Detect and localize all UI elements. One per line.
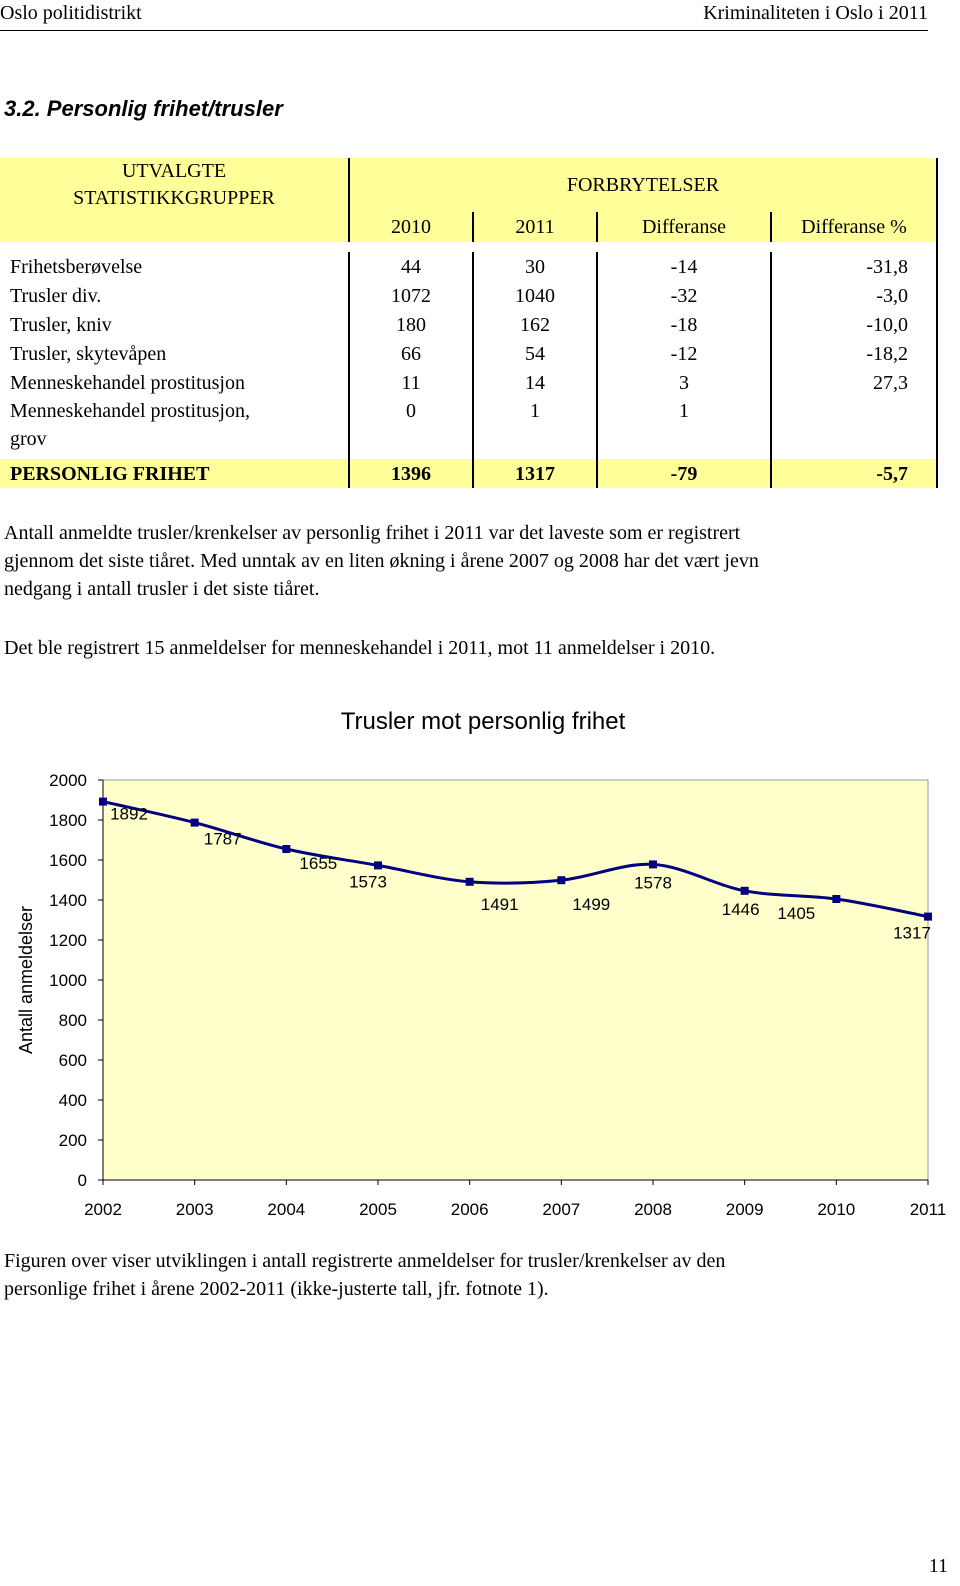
x-tick-label: 2006 xyxy=(450,1200,489,1219)
y-axis-label: Antall anmeldelser xyxy=(16,905,36,1055)
caption-line-1: Figuren over viser utviklingen i antall registrerte anmeldelser for trusler/krenkelser av den xyxy=(4,1250,726,1272)
cell-2011: 54 xyxy=(473,339,597,368)
data-point xyxy=(557,876,565,884)
row-label: Trusler div. xyxy=(0,281,349,310)
groups-header-line1: UTVALGTE xyxy=(121,160,227,182)
cell-2011: 30 xyxy=(473,252,597,281)
page-header xyxy=(0,0,928,31)
cell-2011: 1040 xyxy=(473,281,597,310)
paragraph-1-line-3: nedgang i antall trusler i det siste tiåret. xyxy=(4,578,320,600)
data-point xyxy=(832,895,840,903)
paragraph-1-line-1: Antall anmeldte trusler/krenkelser av personlig frihet i 2011 var det laveste som er registrert xyxy=(4,522,741,544)
data-label: 1573 xyxy=(349,872,387,892)
header-spacer xyxy=(0,212,349,242)
y-tick-label: 1200 xyxy=(49,931,87,950)
total-diff: -79 xyxy=(597,459,771,488)
row-label: Menneskehandel prostitusjon xyxy=(0,368,349,397)
cell-diff: -32 xyxy=(597,281,771,310)
y-tick-label: 1000 xyxy=(49,971,87,990)
total-2011: 1317 xyxy=(473,459,597,488)
caption-line-2: personlige frihet i årene 2002-2011 (ikke-justerte tall, jfr. fotnote 1). xyxy=(4,1278,549,1300)
cell-diff: 3 xyxy=(597,368,771,397)
table-row xyxy=(0,339,937,368)
data-point xyxy=(741,887,749,895)
cell-2011: 1 xyxy=(473,397,597,459)
row-label: Trusler, skytevåpen xyxy=(0,339,349,368)
col-2010: 2010 xyxy=(349,212,473,242)
col-differanse: Differanse xyxy=(597,212,771,242)
row-label-line2: grov xyxy=(10,428,47,450)
cell-pct: -31,8 xyxy=(771,252,937,281)
y-tick-label: 400 xyxy=(58,1091,87,1110)
cell-pct xyxy=(771,397,937,459)
cell-2010: 180 xyxy=(349,310,473,339)
data-label: 1892 xyxy=(110,804,148,824)
cell-diff: -18 xyxy=(597,310,771,339)
data-point xyxy=(191,819,199,827)
data-point xyxy=(99,798,107,806)
x-tick-label: 2009 xyxy=(725,1200,764,1219)
row-label xyxy=(0,397,349,459)
data-label: 1787 xyxy=(203,829,242,849)
header-district: Oslo politidistrikt xyxy=(0,2,142,24)
data-label: 1317 xyxy=(893,923,931,943)
data-point xyxy=(374,861,382,869)
total-label: PERSONLIG FRIHET xyxy=(0,459,349,488)
x-tick-label: 2005 xyxy=(359,1200,397,1219)
data-label: 1578 xyxy=(634,873,672,893)
chart-title: Trusler mot personlig frihet xyxy=(340,708,626,735)
y-tick-label: 2000 xyxy=(49,771,87,790)
cell-2010: 1072 xyxy=(349,281,473,310)
data-label: 1446 xyxy=(721,899,760,919)
data-point xyxy=(924,913,932,921)
data-point xyxy=(649,860,657,868)
cell-2010: 44 xyxy=(349,252,473,281)
cell-2010: 11 xyxy=(349,368,473,397)
data-label: 1655 xyxy=(299,854,338,873)
table-total-row xyxy=(0,459,937,488)
x-tick-label: 2007 xyxy=(542,1200,581,1219)
statistics-table xyxy=(0,158,938,488)
col-differanse-pct: Differanse % xyxy=(771,212,937,242)
row-label-line1: Menneskehandel prostitusjon, xyxy=(10,400,250,422)
cell-2010: 66 xyxy=(349,339,473,368)
y-tick-label: 1400 xyxy=(49,891,87,910)
cell-diff: -12 xyxy=(597,339,771,368)
table-row xyxy=(0,281,937,310)
cell-diff: 1 xyxy=(597,397,771,459)
page-number: 11 xyxy=(928,1555,948,1577)
col-2011: 2011 xyxy=(473,212,597,242)
x-tick-label: 2003 xyxy=(175,1200,214,1219)
section-title: 3.2. Personlig frihet/trusler xyxy=(4,96,283,121)
chart-axes xyxy=(49,771,946,1219)
cell-diff: -14 xyxy=(597,252,771,281)
y-tick-label: 600 xyxy=(58,1051,87,1070)
groups-header-line2: STATISTIKKGRUPPER xyxy=(73,187,275,209)
total-2010: 1396 xyxy=(349,459,473,488)
paragraph-1-line-2: gjennom det siste tiåret. Med unntak av en liten økning i årene 2007 og 2008 har det vært jevn xyxy=(4,550,759,572)
y-tick-label: 800 xyxy=(58,1011,87,1030)
paragraph-2: Det ble registrert 15 anmeldelser for menneskehandel i 2011, mot 11 anmeldelser i 2010. xyxy=(4,637,716,659)
forbrytelser-header: FORBRYTELSER xyxy=(349,158,937,212)
cell-2011: 162 xyxy=(473,310,597,339)
cell-2011: 14 xyxy=(473,368,597,397)
data-point xyxy=(282,845,290,853)
x-tick-label: 2002 xyxy=(84,1200,122,1219)
line-chart xyxy=(0,760,960,1230)
data-label: 1499 xyxy=(572,895,611,915)
row-label: Frihetsberøvelse xyxy=(0,252,349,281)
header-report-title: Kriminaliteten i Oslo i 2011 xyxy=(703,2,928,24)
table-row xyxy=(0,368,937,397)
data-point xyxy=(466,878,474,886)
cell-pct: -3,0 xyxy=(771,281,937,310)
figure-caption xyxy=(4,1247,934,1303)
x-tick-label: 2010 xyxy=(817,1200,856,1219)
table-row xyxy=(0,252,937,281)
y-tick-label: 200 xyxy=(58,1131,87,1150)
total-pct: -5,7 xyxy=(771,459,937,488)
paragraph-1 xyxy=(4,519,934,603)
x-tick-label: 2011 xyxy=(909,1200,947,1219)
x-tick-label: 2008 xyxy=(634,1200,672,1219)
y-tick-label: 0 xyxy=(77,1171,87,1190)
cell-pct: -10,0 xyxy=(771,310,937,339)
row-label: Trusler, kniv xyxy=(0,310,349,339)
data-label: 1405 xyxy=(777,904,816,923)
cell-2010: 0 xyxy=(349,397,473,459)
cell-pct: -18,2 xyxy=(771,339,937,368)
y-tick-label: 1800 xyxy=(49,811,87,830)
x-tick-label: 2004 xyxy=(267,1200,306,1219)
data-label: 1491 xyxy=(480,894,519,914)
table-row xyxy=(0,310,937,339)
cell-pct: 27,3 xyxy=(771,368,937,397)
groups-header xyxy=(0,158,349,212)
table-row xyxy=(0,397,937,459)
y-tick-label: 1600 xyxy=(49,851,87,870)
